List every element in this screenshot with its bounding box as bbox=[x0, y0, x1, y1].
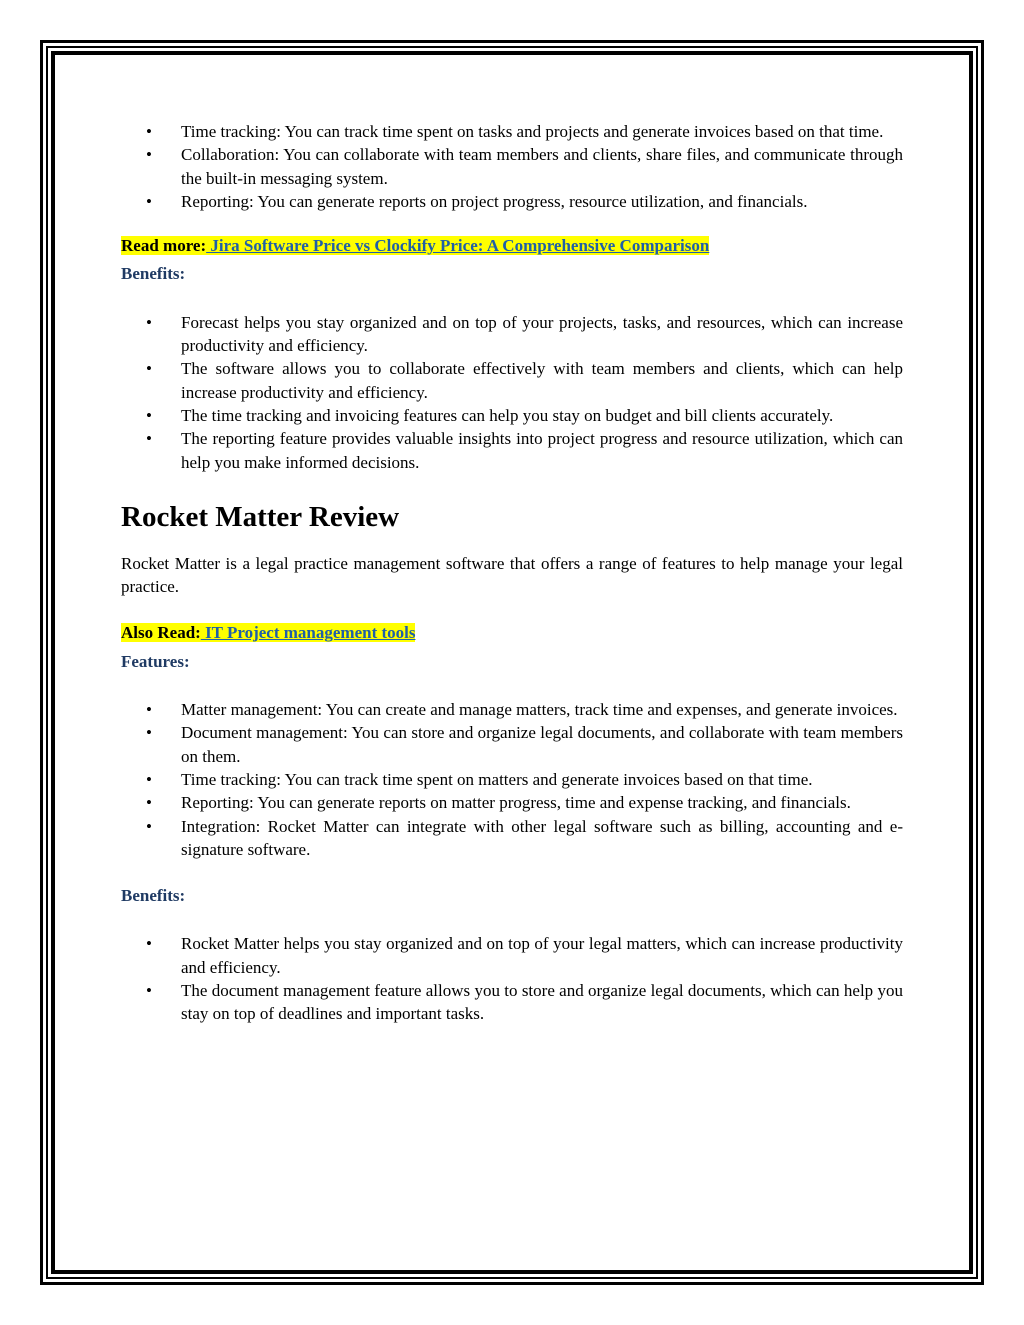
document-content bbox=[121, 120, 903, 1026]
read-more-link[interactable]: Jira Software Price vs Clockify Price: A Comprehensive Comparison bbox=[206, 236, 710, 256]
also-read-highlight bbox=[121, 623, 415, 642]
list-item: • Time tracking: You can track time spent on tasks and projects and generate invoices based on that time. bbox=[121, 120, 903, 143]
list-item: • Forecast helps you stay organized and on top of your projects, tasks, and resources, which can increase productivity and efficiency. bbox=[121, 311, 903, 358]
read-more-label: Read more: bbox=[121, 236, 207, 256]
list-item: • Rocket Matter helps you stay organized and on top of your legal matters, which can increase productivity and efficiency. bbox=[121, 932, 903, 979]
list-item: • The document management feature allows you to store and organize legal documents, which can help you stay on top of deadlines and important tasks. bbox=[121, 979, 903, 1026]
section1-benefits-list bbox=[121, 311, 903, 474]
also-read-label: Also Read: bbox=[121, 623, 201, 643]
also-read-link[interactable]: IT Project management tools bbox=[200, 623, 416, 643]
list-item: • Collaboration: You can collaborate with team members and clients, share files, and communicate through the built-in messaging system. bbox=[121, 143, 903, 190]
list-item: • Reporting: You can generate reports on project progress, resource utilization, and financials. bbox=[121, 190, 903, 213]
section1-features-list bbox=[121, 120, 903, 213]
list-item: • Reporting: You can generate reports on matter progress, time and expense tracking, and financials. bbox=[121, 791, 903, 814]
rocket-matter-heading: Rocket Matter Review bbox=[121, 500, 400, 533]
read-more-line bbox=[121, 234, 903, 257]
list-item: • Time tracking: You can track time spent on matters and generate invoices based on that time. bbox=[121, 768, 903, 791]
also-read-line bbox=[121, 621, 903, 644]
read-more-highlight bbox=[121, 236, 709, 255]
list-item: • Matter management: You can create and manage matters, track time and expenses, and generate invoices. bbox=[121, 698, 903, 721]
list-item: • The software allows you to collaborate effectively with team members and clients, which can help increase productivity and efficiency. bbox=[121, 357, 903, 404]
benefits-heading-1: Benefits: bbox=[121, 264, 186, 284]
list-item: • The time tracking and invoicing features can help you stay on budget and bill clients accurately. bbox=[121, 404, 903, 427]
rocket-matter-intro: Rocket Matter is a legal practice management software that offers a range of features to help manage your legal practice. bbox=[121, 553, 903, 597]
list-item: • The reporting feature provides valuable insights into project progress and resource utilization, which can help you make informed decisions. bbox=[121, 427, 903, 474]
benefits-heading-2: Benefits: bbox=[121, 886, 186, 906]
rocket-features-list bbox=[121, 698, 903, 861]
features-heading: Features: bbox=[121, 651, 190, 671]
list-item: • Integration: Rocket Matter can integrate with other legal software such as billing, accounting and e-signature software. bbox=[121, 815, 903, 862]
rocket-benefits-list bbox=[121, 932, 903, 1025]
list-item: • Document management: You can store and organize legal documents, and collaborate with team members on them. bbox=[121, 721, 903, 768]
